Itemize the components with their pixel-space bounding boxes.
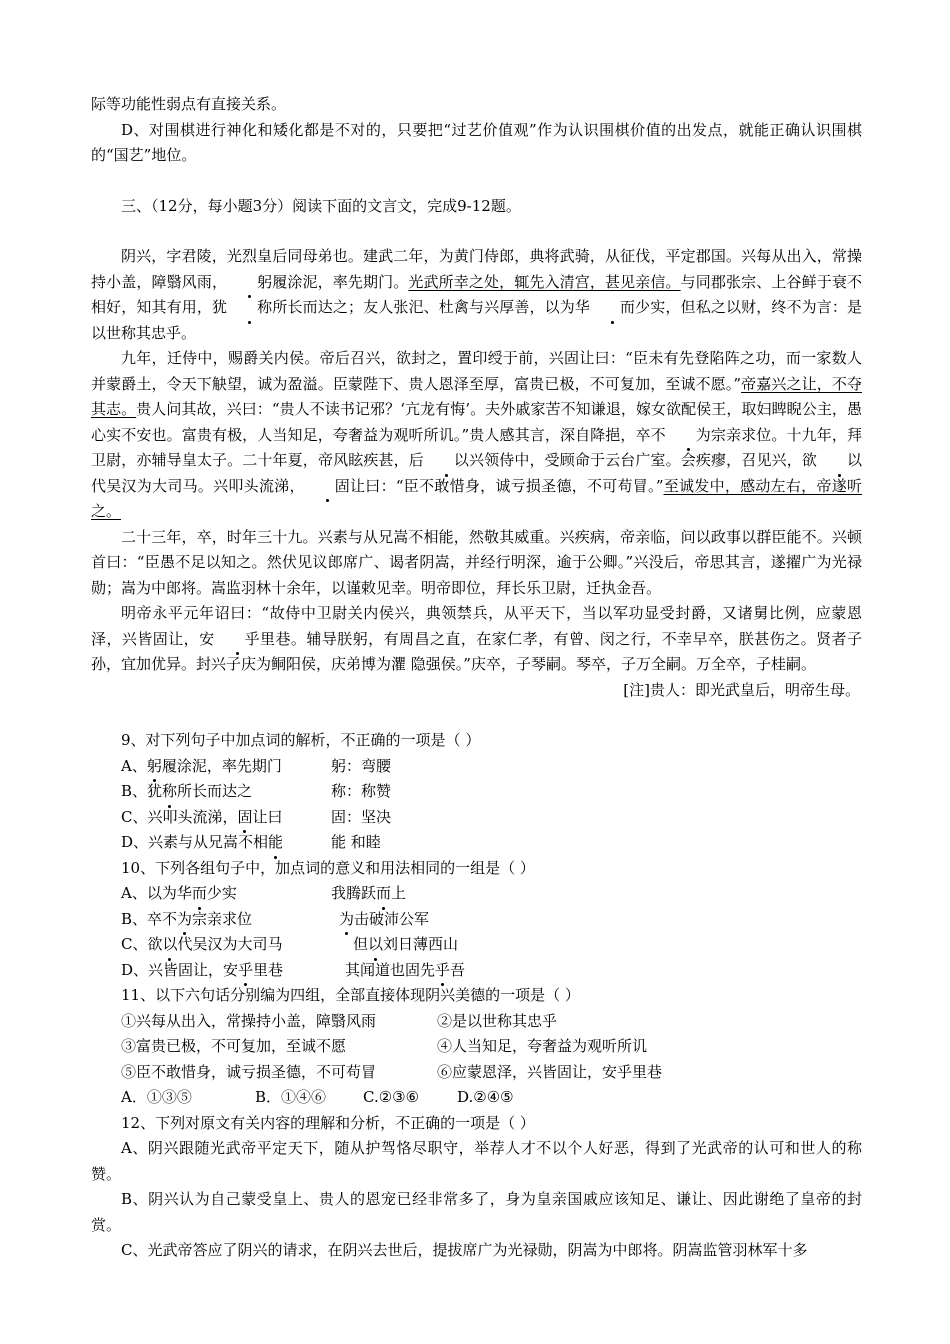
question-9-stem: 9、对下列句子中加点词的解析，不正确的一项是（ ） — [121, 731, 481, 749]
choice-c: C.②③⑥ — [363, 1088, 420, 1106]
question-9-option-b — [91, 779, 862, 805]
choice-a: A．①③⑤ — [121, 1088, 192, 1106]
dotted-word: 固 — [305, 474, 350, 500]
option-sentence-2: 我腾跃而上 — [331, 881, 406, 907]
option-sentence-1: C、欲以代吴汉为大司马 — [121, 932, 331, 958]
question-12-option-b: B、阴兴认为自己蒙受皇上、贵人的恩宠已经非常多了，身为皇亲国戚应该知足、谦让、因此谢绝了皇帝的封赏。 — [91, 1190, 862, 1234]
text-run: 明帝永平元年诏曰：“故侍中卫尉关内侯兴，典领禁兵，从平天下，当以军功显受封爵，又诸舅比例，应蒙恩泽，兴皆固让，安 — [91, 604, 862, 648]
questions-section — [91, 728, 862, 1264]
dotted-word: 躬 — [147, 754, 162, 780]
question-12-option-c: C、光武帝答应了阴兴的请求，在阴兴去世后，提拔席广为光禄勋，阴嵩为中郎将。阴嵩监管羽林军十多 — [121, 1241, 808, 1259]
dotted-word: 以 — [368, 932, 383, 958]
dotted-word: 而 — [192, 881, 207, 907]
option-explanation: 固：坚决 — [331, 807, 392, 826]
choice-d: D.②④⑤ — [457, 1088, 514, 1106]
document-page — [91, 92, 862, 1264]
footnote: [注]贵人：即光武皇后，明帝生母。 — [623, 680, 860, 699]
dotted-word: 为 — [339, 907, 354, 933]
question-10-option-d — [91, 958, 862, 984]
question-11-line-2 — [91, 1034, 862, 1060]
dotted-word: 以 — [817, 448, 862, 474]
option-sentence-2: 但以刘日薄西山 — [331, 932, 458, 958]
option-explanation: 躬：弯腰 — [331, 756, 392, 775]
underlined-sentence: 至诚发中，感动左右，帝遂听之。 — [91, 476, 862, 520]
statement-3: ③富贵已极，不可复加，至诚不愿 — [121, 1037, 347, 1055]
question-9-option-c — [91, 805, 862, 831]
passage-paragraph-4 — [91, 601, 862, 678]
question-11-line-1 — [91, 1009, 862, 1035]
text-run: 灈 隐强侯。”庆卒，子琴嗣。琴卒，子万全嗣。万全卒，子桂嗣。 — [391, 655, 816, 673]
text-run: 与同郡张宗、上谷鲜于衰不相好，知其有用，犹 — [91, 272, 862, 316]
dotted-word: 能 — [268, 830, 283, 856]
section-heading: 三、（12分，每小题3分）阅读下面的文言文，完成9-12题。 — [121, 196, 521, 215]
question-12-option-a: A、阴兴跟随光武帝平定天下，随从护驾恪尽职守，举荐人才不以个人好恶，得到了光武帝的认可和世人的称赞。 — [91, 1139, 862, 1183]
passage-paragraph-2 — [91, 346, 862, 525]
statement-6: ⑥应蒙恩泽，兴皆固让，安乎里巷 — [437, 1062, 663, 1081]
text-run: 贵人问其故，兴曰：“贵人不读书记邪？‘亢龙有悔’。夫外戚家苦不知谦退，嫁女欲配侯王，取妇睥睨公主，愚心实不安也。富贵有极，人当知足，夸奢益为观听所讥。”贵人感其言，深自降挹，卒不 — [91, 400, 862, 444]
passage-paragraph-3: 二十三年，卒，时年三十九。兴素与从兄嵩不相能，然敬其威重。兴疾病，帝亲临，问以政事以群臣能不。兴顿首曰：“臣愚不足以知之。然伏见议郎席广、谒者阴嵩，并经行明深，逾于公卿。”兴没后，帝思其言，遂擢广为光禄勋；嵩为中郎将。嵩监羽林十余年，以谨敕见幸。明帝即位，拜长乐卫尉，迁执金吾。 — [91, 527, 862, 597]
option-sentence-2: 为击破沛公军 — [331, 907, 429, 933]
dotted-word: 称 — [162, 779, 177, 805]
dotted-word: 称 — [227, 295, 272, 321]
dotted-word: 固 — [237, 805, 252, 831]
dotted-word: 乎 — [238, 958, 253, 984]
question-10-stem: 10、下列各组句子中，加点词的意义和用法相同的一组是（ ） — [121, 858, 535, 877]
dotted-word: 而 — [590, 295, 635, 321]
text-run: 所长而达之；友人张汜、杜禽与兴厚善，以为华 — [272, 298, 591, 316]
question-9-option-d — [91, 830, 862, 856]
text-run: 九年，迁侍中，赐爵关内侯。帝后召兴，欲封之，置印绶于前，兴固让曰：“臣未有先登陷阵之功，而一家数人并蒙爵土，令天下觖望，诚为盈溢。臣蒙陛下、贵人恩泽至厚，富贵已极，不可复加，至诚不愿。” — [91, 349, 862, 393]
option-sentence: A、躬履涂泥，率先期门 — [121, 754, 331, 780]
option-sentence-1: A、以为华而少实 — [121, 881, 331, 907]
option-explanation: 称：称赞 — [331, 782, 392, 800]
statement-5: ⑤臣不敢惜身，诚亏损圣德，不可苟冒 — [121, 1062, 377, 1081]
passage-paragraph-1 — [91, 244, 862, 346]
question-9-option-a — [91, 754, 862, 780]
option-sentence: C、兴叩头流涕，固让曰 — [121, 805, 331, 831]
statement-2: ②是以世称其忠乎 — [437, 1011, 558, 1030]
question-11-stem: 11、以下六句话分别编为四组，全部直接体现阴兴美德的一项是（ ） — [121, 986, 580, 1004]
text-run: 阴兴，字君陵，光烈皇后同母弟也。建武二年，为黄门侍郎，典将武骑，从征伐，平定郡国。兴每从出入，常操持小盖，障翳风雨， — [91, 247, 862, 291]
option-sentence: B、犹称所长而达之 — [121, 779, 331, 805]
text-run: 履涂泥，率先期门。 — [272, 272, 409, 291]
option-d-text: D、对围棋进行神化和矮化都是不对的，只要把“过艺价值观”作为认识围棋价值的出发点，就能正确认识围棋的“国艺”地位。 — [91, 120, 862, 164]
question-10-option-b — [91, 907, 862, 933]
dotted-word: 为 — [666, 423, 711, 449]
dotted-word: 为 — [177, 907, 192, 933]
question-10-option-a — [91, 881, 862, 907]
dotted-word: 躬 — [227, 270, 272, 296]
option-sentence-1: D、兴皆固让，安乎里巷 — [121, 958, 331, 984]
option-sentence-2: 其闻道也固先乎吾 — [331, 958, 465, 984]
choice-b: B．①④⑥ — [255, 1088, 327, 1106]
underlined-sentence: 帝嘉兴之让，不夺其志。 — [91, 374, 862, 418]
statement-1: ①兴每从出入，常操持小盖，障翳风雨 — [121, 1011, 377, 1030]
statement-4: ④人当知足，夸奢益为观听所讥 — [437, 1037, 648, 1055]
question-10-option-c — [91, 932, 862, 958]
dotted-word: 以 — [424, 448, 469, 474]
text-run: 少实，但私之以财，终不为言：是以世称其忠乎。 — [91, 298, 862, 342]
text-run: 代吴汉为大司马。兴叩头流涕， — [91, 476, 305, 495]
text-run: 兴领侍中，受顾命于云台广室。会疾瘳，召见兴，欲 — [468, 451, 817, 469]
option-sentence-1: B、卒不为宗亲求位 — [121, 907, 331, 933]
dotted-word: 乎 — [215, 627, 260, 653]
dotted-word: 而 — [376, 881, 391, 907]
text-run: 里巷。辅导朕躬，有周昌之直，在家仁孝，有曾、闵之行，不幸早卒，朕甚伤之。贤者子孙，宜加优异。封兴子庆为鲖阳侯，庆弟博为 — [91, 629, 862, 673]
classical-passage — [91, 244, 862, 703]
text-run: 宗亲求位。十九年，拜卫尉，亦辅导皇太子。二十年夏，帝风眩疾甚，后 — [91, 425, 862, 469]
dotted-word: 以 — [162, 932, 177, 958]
text-run: 让曰：“臣不敢惜身，诚亏损圣德，不可苟冒。” — [349, 476, 664, 495]
dotted-word: 乎 — [435, 958, 450, 984]
question-11-choices — [91, 1085, 862, 1111]
question-11-line-3 — [91, 1060, 862, 1086]
option-sentence: D、兴素与从兄嵩不相能 — [121, 830, 331, 856]
underlined-sentence: 光武所幸之处，辄先入清宫，甚见亲信。 — [408, 272, 681, 291]
previous-option-tail: 际等功能性弱点有直接关系。 — [91, 95, 287, 113]
question-12-stem: 12、下列对原文有关内容的理解和分析，不正确的一项是（ ） — [121, 1113, 535, 1132]
option-explanation: 能 和睦 — [331, 833, 381, 851]
